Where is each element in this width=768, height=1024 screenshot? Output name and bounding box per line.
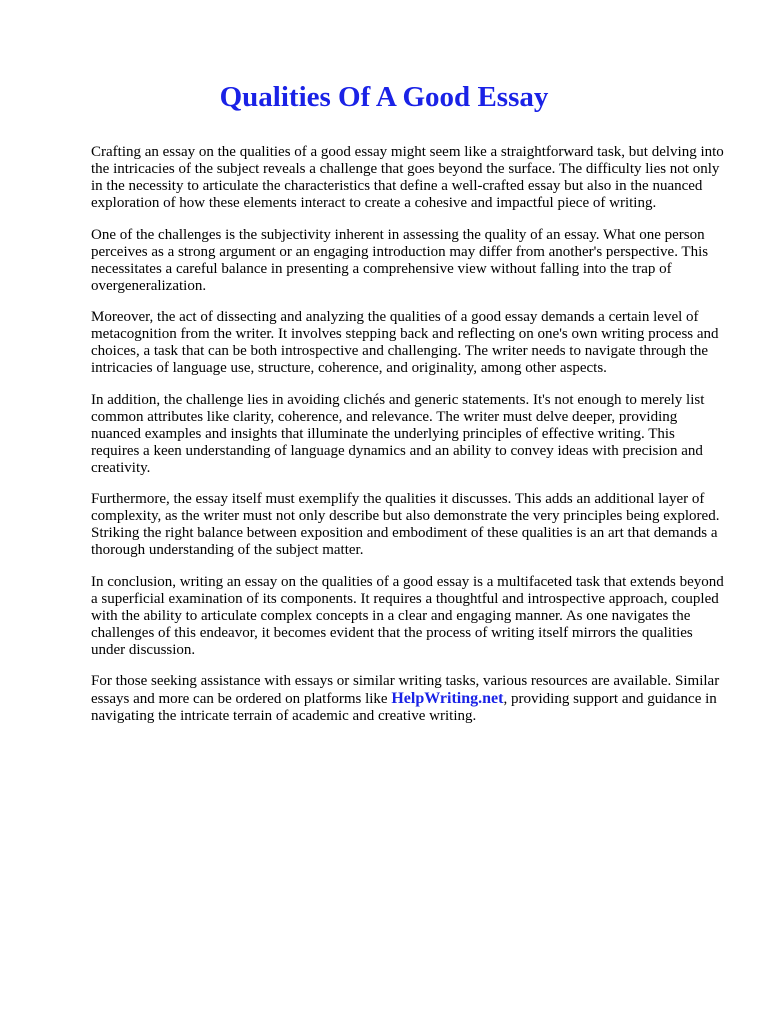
paragraph-6: In conclusion, writing an essay on the qualities of a good essay is a multifaceted task that extends beyond a superficial examination of its components. It requires a thoughtful and introspective approach, coupled with the ability to articulate complex concepts in a clear and engaging manner. As one navigates the challenges of this endeavor, it becomes evident that the process of writing itself mirrors the qualities under discussion.: [91, 573, 724, 658]
essay-body: [91, 144, 725, 740]
paragraph-2: One of the challenges is the subjectivity inherent in assessing the quality of an essay. What one person perceives as a strong argument or an engaging introduction may differ from another's perspective. This necessitates a careful balance in presenting a comprehensive view without falling into the trap of overgeneralization.: [91, 226, 709, 294]
paragraph-7-before-link: For those seeking assistance with essays or similar writing tasks, various resources are available. Similar essays and more can be ordered on platforms like: [91, 673, 720, 707]
paragraph-7: [91, 673, 725, 725]
paragraph-7-after-link: , providing support and guidance in navigating the intricate terrain of academic and creative writing.: [91, 691, 717, 724]
paragraph-1: Crafting an essay on the qualities of a good essay might seem like a straightforward task, but delving into the intricacies of the subject reveals a challenge that goes beyond the surface. The difficulty lies not only in the necessity to articulate the characteristics that define a well-crafted essay but also in the nuanced exploration of how these elements interact to create a cohesive and impactful piece of writing.: [91, 144, 724, 211]
helpwriting-link[interactable]: HelpWriting.net: [391, 690, 504, 707]
page-title: Qualities Of A Good Essay: [219, 81, 549, 113]
paragraph-3: Moreover, the act of dissecting and analyzing the qualities of a good essay demands a certain level of metacognition from the writer. It involves stepping back and reflecting on one's own writing process and choices, a task that can be both introspective and challenging. The writer needs to navigate through the intricacies of language use, structure, coherence, and originality, among other aspects.: [91, 309, 719, 376]
paragraph-4: In addition, the challenge lies in avoiding clichés and generic statements. It's not enough to merely list common attributes like clarity, coherence, and relevance. The writer must delve deeper, providing nuanced examples and insights that illuminate the underlying principles of effective writing. This requires a keen understanding of language dynamics and an ability to convey ideas with precision and creativity.: [91, 391, 705, 476]
paragraph-5: Furthermore, the essay itself must exemplify the qualities it discusses. This adds an additional layer of complexity, as the writer must not only describe but also demonstrate the very principles being explored. Striking the right balance between exposition and embodiment of these qualities is an art that demands a thorough understanding of the subject matter.: [91, 491, 720, 558]
